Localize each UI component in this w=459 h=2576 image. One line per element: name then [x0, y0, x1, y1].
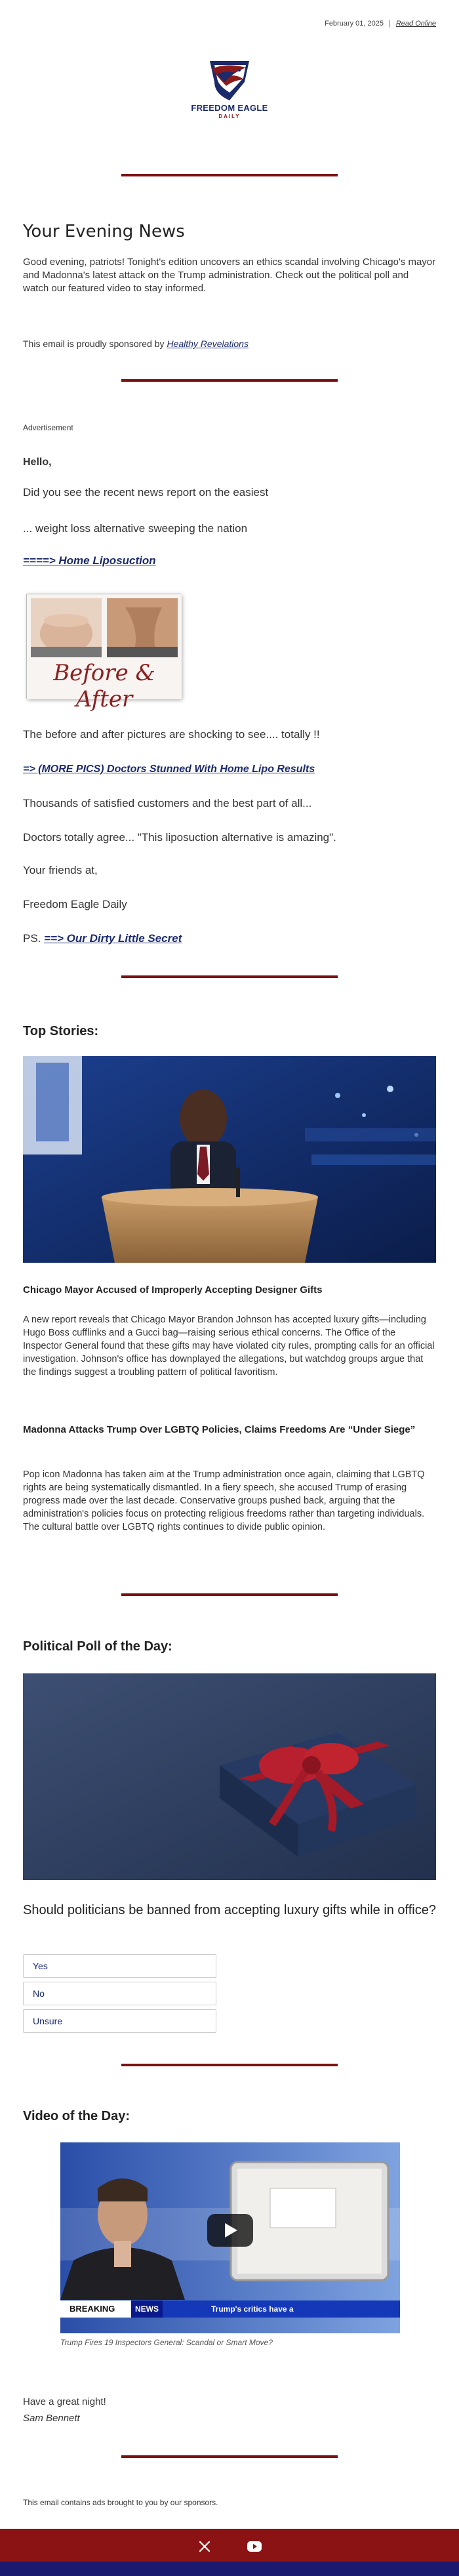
chicago-mayor-photo[interactable]	[23, 1056, 436, 1263]
ticker-text: Trump's critics have a	[211, 2304, 294, 2314]
read-online-link[interactable]: Read Online	[395, 20, 436, 28]
closing-line-1: Have a great night!	[23, 2396, 106, 2407]
before-after-text: Before & After	[53, 660, 155, 712]
header-bar	[325, 20, 436, 28]
ad-line-2: ... weight loss alternative sweeping the nation	[23, 522, 248, 535]
sponsor-prefix: This email is proudly sponsored by	[23, 338, 165, 349]
divider	[121, 1593, 338, 1596]
top-stories-title: Top Stories:	[23, 1024, 99, 1038]
ad-label: Advertisement	[23, 423, 73, 432]
poll-question: Should politicians be banned from accepting luxury gifts while in office?	[23, 1903, 436, 1917]
before-after-image[interactable]	[26, 594, 181, 712]
ad-greeting: Hello,	[23, 457, 52, 468]
story-2-body: Pop icon Madonna has taken aim at the Trump administration once again, claiming that LGBTQ rights are being systematically dismantled. In a fiery speech, she accused Trump of erasing progress made over the last decade. Conservative groups pushed back, arguing that the administration's policies focus on protecting religious freedoms rather than targeting individuals. The cultural battle over LGBTQ rights continues to divide public opinion.	[23, 1469, 425, 1532]
ticker-bar	[60, 2300, 400, 2318]
ad-line-1: Did you see the recent news report on the easiest	[23, 486, 269, 499]
intro-body: Good evening, patriots! Tonight's edition uncovers an ethics scandal involving Chicago's mayor and Madonna's latest attack on the Trump administration. Check out the political poll and watch our featured video to stay informed.	[23, 256, 436, 294]
intro-title: Your Evening News	[23, 222, 185, 241]
divider	[121, 2455, 338, 2458]
story-1-body: A new report reveals that Chicago Mayor Brandon Johnson has accepted luxury gifts—including Hugo Boss cufflinks and a Gucci bag—raising serious ethical concerns. The Office of the Inspector General found that these gifts may have violated city rules, prompting calls for an official investigation. Johnson's office has downplayed the allegations, but watchdog groups argue that the findings suggest a troubling pattern of political favoritism.	[23, 1315, 435, 1378]
story-1-title[interactable]: Chicago Mayor Accused of Improperly Accepting Designer Gifts	[23, 1284, 323, 1296]
header-date: February 01, 2025	[325, 20, 384, 28]
sponsor-link[interactable]: Healthy Revelations	[167, 338, 249, 349]
poll-option-unsure[interactable]: Unsure	[23, 2009, 216, 2033]
ad-line-7: Freedom Eagle Daily	[23, 898, 127, 910]
eagle-shield-icon	[180, 56, 279, 103]
ad-ps-line	[23, 932, 182, 945]
ad-line-6: Your friends at,	[23, 864, 98, 876]
divider	[121, 174, 338, 176]
logo-sub-text: DAILY	[218, 113, 241, 119]
sponsor-line	[23, 337, 436, 350]
divider	[121, 975, 338, 978]
logo-brand-text: FREEDOM EAGLE	[191, 103, 268, 113]
x-social-link[interactable]	[195, 2537, 214, 2556]
ad-line-3: The before and after pictures are shocking to see.... totally !!	[23, 728, 320, 741]
news-label: NEWS	[131, 2300, 163, 2318]
breaking-label: BREAKING	[60, 2300, 131, 2318]
dirty-secret-link[interactable]: ==> Our Dirty Little Secret	[44, 932, 182, 945]
ps-prefix: PS.	[23, 932, 41, 945]
divider	[121, 379, 338, 382]
gift-box-photo	[23, 1673, 436, 1880]
ad-line-5: Doctors totally agree... "This liposuction alternative is amazing".	[23, 831, 336, 844]
ads-note: This email contains ads brought to you by our sponsors.	[23, 2498, 218, 2507]
poll-option-yes[interactable]: Yes	[23, 1954, 216, 1978]
youtube-icon	[247, 2541, 262, 2552]
video-caption: Trump Fires 19 Inspectors General: Scandal or Smart Move?	[60, 2338, 273, 2347]
play-button[interactable]	[207, 2214, 253, 2247]
closing-signature: Sam Bennett	[23, 2413, 80, 2424]
home-liposuction-link[interactable]: ====> Home Liposuction	[23, 554, 156, 567]
video-player[interactable]	[60, 2142, 400, 2333]
freedom-eagle-logo[interactable]	[180, 56, 279, 128]
ad-line-4: Thousands of satisfied customers and the best part of all...	[23, 797, 312, 809]
youtube-social-link[interactable]	[245, 2537, 264, 2556]
header-separator: |	[388, 20, 391, 28]
video-title: Video of the Day:	[23, 2109, 130, 2123]
divider	[121, 2064, 338, 2066]
poll-option-no[interactable]: No	[23, 1982, 216, 2005]
mayor-podium-image	[23, 1056, 436, 1263]
poll-title: Political Poll of the Day:	[23, 1639, 172, 1654]
play-icon	[207, 2214, 253, 2247]
x-icon	[198, 2540, 211, 2553]
gift-box-image	[23, 1673, 436, 1880]
more-pics-link[interactable]: => (MORE PICS) Doctors Stunned With Home Lipo Results	[23, 764, 315, 775]
story-2-title[interactable]: Madonna Attacks Trump Over LGBTQ Policies, Claims Freedoms Are “Under Siege”	[23, 1424, 416, 1435]
footer-bottom-bar	[0, 2562, 459, 2576]
